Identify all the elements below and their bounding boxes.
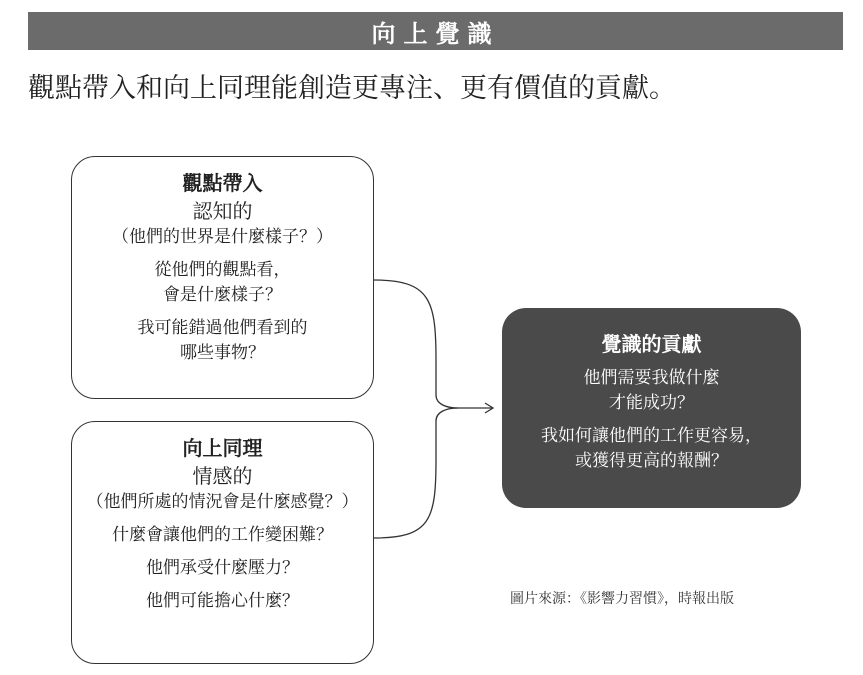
contribution-line: 我如何讓他們的工作更容易， (541, 426, 762, 446)
empathy-kind: 情感的 (192, 464, 253, 488)
contribution-line: 或獲得更高的報酬？ (575, 451, 728, 471)
connector-bottom-curve (374, 408, 458, 538)
perspective-kind: 認知的 (192, 199, 253, 223)
connector-top-curve (374, 280, 458, 408)
contribution-line: 他們需要我做什麼 (583, 368, 720, 388)
perspective-box (71, 156, 374, 399)
perspective-line: 會是什麼樣子？ (163, 285, 282, 305)
perspective-title: 觀點帶入 (182, 171, 263, 195)
empathy-line: 他們承受什麼壓力？ (146, 558, 299, 578)
banner-title: 向上覺識 (28, 12, 843, 50)
contribution-box (502, 308, 801, 508)
empathy-box (71, 421, 374, 664)
subtitle: 觀點帶入和向上同理能創造更專注、更有價值的貢獻。 (28, 73, 676, 104)
perspective-line: 我可能錯過他們看到的 (137, 318, 308, 338)
empathy-title: 向上同理 (182, 436, 263, 460)
image-credit: 圖片來源：《影響力習慣》，時報出版 (510, 591, 734, 607)
empathy-line: 他們可能擔心什麼？ (146, 591, 299, 611)
empathy-line: 什麼會讓他們的工作變困難？ (112, 525, 333, 545)
contribution-title: 覺識的貢獻 (601, 332, 702, 356)
contribution-line: 才能成功？ (609, 393, 694, 413)
perspective-line: （他們的世界是什麼樣子？） (112, 227, 333, 247)
perspective-line: 哪些事物？ (180, 343, 265, 363)
perspective-line: 從他們的觀點看， (154, 260, 291, 280)
empathy-line: （他們所處的情況會是什麼感覺？） (86, 492, 359, 512)
